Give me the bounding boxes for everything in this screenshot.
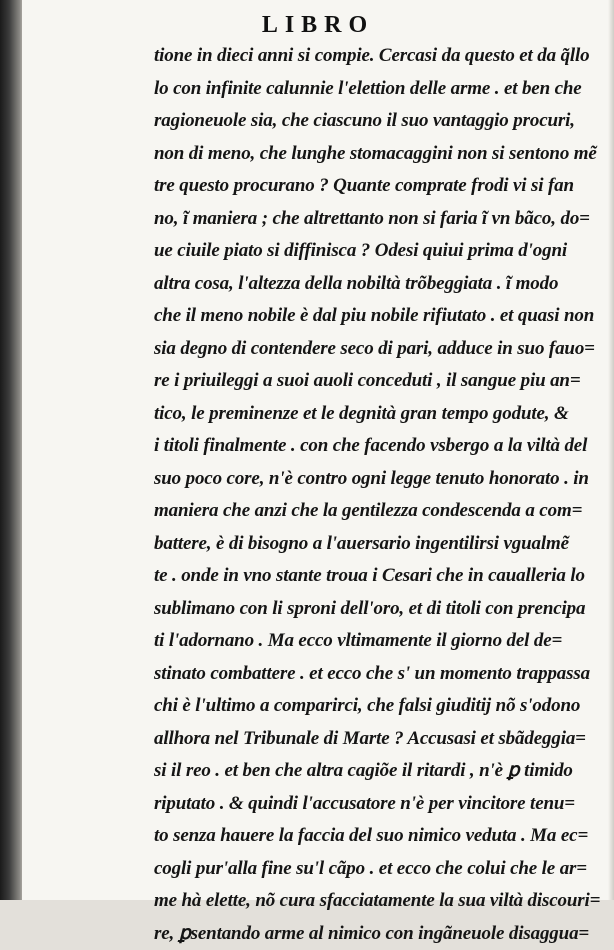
text-line: re i priuileggi a suoi auoli conceduti , il sangue piu an= <box>154 365 614 398</box>
text-line: allhora nel Tribunale di Marte ? Accusasi et sbãdeggia= <box>154 723 614 756</box>
text-line: sia degno di contendere seco di pari, adduce in suo fauo= <box>154 333 614 366</box>
text-line: sublimano con li sproni dell'oro, et di titoli con prencipa <box>154 593 614 626</box>
text-line: suo poco core, n'è contro ogni legge tenuto honorato . in <box>154 463 614 496</box>
text-line: no, ĩ maniera ; che altrettanto non si faria ĩ vn bãco, do= <box>154 203 614 236</box>
text-line: si il reo . et ben che altra cagiõe il ritardi , n'è ꝑ timido <box>154 755 614 788</box>
text-line: i titoli finalmente . con che facendo vsbergo a la viltà del <box>154 430 614 463</box>
text-line: battere, è di bisogno a l'auersario ingentilirsi vgualmẽ <box>154 528 614 561</box>
text-line: chi è l'ultimo a comparirci, che falsi giuditij nõ s'odono <box>154 690 614 723</box>
text-line: maniera che anzi che la gentilezza condescenda a com= <box>154 495 614 528</box>
text-line: re, ꝑsentando arme al nimico con ingãneuole disaggua= <box>154 918 614 950</box>
text-line: ti l'adornano . Ma ecco vltimamente il giorno del de= <box>154 625 614 658</box>
text-line: riputato . & quindi l'accusatore n'è per vincitore tenu= <box>154 788 614 821</box>
running-head: LIBRO <box>22 12 614 39</box>
body-text <box>154 40 614 950</box>
text-line: to senza hauere la faccia del suo nimico veduta . Ma ec= <box>154 820 614 853</box>
text-line: stinato combattere . et ecco che s' un momento trappassa <box>154 658 614 691</box>
text-line: non di meno, che lunghe stomacaggini non si sentono mẽ <box>154 138 614 171</box>
text-line: ue ciuile piato si diffinisca ? Odesi quiui prima d'ogni <box>154 235 614 268</box>
text-line: altra cosa, l'altezza della nobiltà trõbeggiata . ĩ modo <box>154 268 614 301</box>
text-line: ragioneuole sia, che ciascuno il suo vantaggio procuri, <box>154 105 614 138</box>
text-line: tione in dieci anni si compie. Cercasi da questo et da q̃llo <box>154 40 614 73</box>
text-line: me hà elette, nõ cura sfacciatamente la sua viltà discouri= <box>154 885 614 918</box>
text-line: te . onde in vno stante troua i Cesari che in caualleria lo <box>154 560 614 593</box>
text-line: tico, le preminenze et le degnità gran tempo godute, & <box>154 398 614 431</box>
book-page <box>22 0 614 900</box>
text-line: che il meno nobile è dal piu nobile rifiutato . et quasi non <box>154 300 614 333</box>
text-line: tre questo procurano ? Quante comprate frodi vi si fan <box>154 170 614 203</box>
text-line: cogli pur'alla fine su'l cãpo . et ecco che colui che le ar= <box>154 853 614 886</box>
text-line: lo con infinite calunnie l'elettion delle arme . et ben che <box>154 73 614 106</box>
